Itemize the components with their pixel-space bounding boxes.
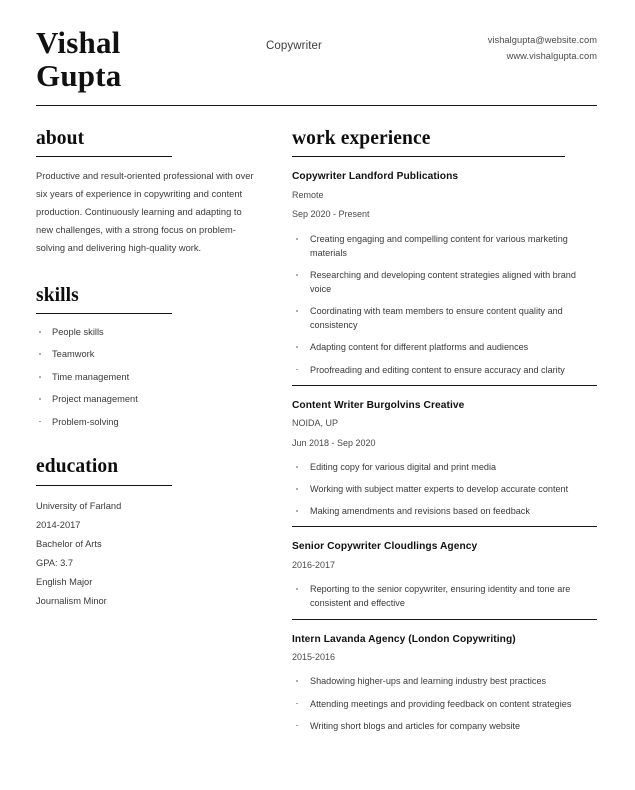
job-title: Content Writer Burgolvins Creative (292, 399, 465, 411)
job-dates: 2016-2017 (292, 559, 336, 570)
list-item: Project management (36, 392, 254, 406)
about-heading-underline (36, 156, 172, 157)
job-entry (292, 527, 597, 619)
list-item: Reporting to the senior copywriter, ensuring identity and tone are consistent and effective (292, 582, 597, 610)
list-item: Proofreading and editing content to ensure accuracy and clarity (292, 363, 597, 377)
job-location: NOIDA, UP (292, 417, 339, 428)
list-item: Attending meetings and providing feedback on content strategies (292, 697, 597, 711)
job-responsibilities (292, 232, 597, 377)
skills-section (36, 285, 254, 429)
job-role (266, 26, 417, 52)
education-heading-underline (36, 485, 172, 486)
skills-heading-underline (36, 313, 172, 314)
about-text: Productive and result-oriented professional with over six years of experience in copywriting and content production. Continuously learning and adapting to new challenges, with a strong focus on problem-solving and delivering high-quality work. (36, 171, 254, 253)
about-section (36, 128, 254, 258)
skills-heading: skills (36, 284, 79, 306)
job-entry (292, 157, 597, 385)
job-location: Remote (292, 189, 324, 200)
list-item: Making amendments and revisions based on feedback (292, 504, 597, 518)
name-last-line: Gupta (36, 58, 122, 94)
work-experience-section (292, 128, 597, 733)
job-title: Copywriter Landford Publications (292, 171, 459, 183)
education-line: University of Farland (36, 500, 122, 511)
education-heading: education (36, 456, 119, 478)
left-column (36, 128, 254, 611)
contact-website[interactable]: www.vishalgupta.com (506, 50, 597, 61)
resume-header (0, 0, 635, 93)
list-item: Time management (36, 370, 254, 384)
education-line: Bachelor of Arts (36, 538, 102, 549)
contact-email[interactable]: vishalgupta@website.com (487, 35, 597, 45)
list-item: Editing copy for various digital and print media (292, 460, 597, 474)
job-dates: Jun 2018 - Sep 2020 (292, 437, 376, 448)
list-item: Creating engaging and compelling content for various marketing materials (292, 232, 597, 260)
education-line: 2014-2017 (36, 519, 81, 530)
work-experience-heading: work experience (292, 127, 431, 149)
list-item: Writing short blogs and articles for company website (292, 719, 597, 733)
job-responsibilities (292, 460, 597, 518)
job-responsibilities (292, 582, 597, 610)
job-entry (292, 620, 597, 733)
education-line: GPA: 3.7 (36, 557, 74, 568)
list-item: Adapting content for different platforms and audiences (292, 340, 597, 354)
education-details (36, 497, 254, 611)
education-section (36, 456, 254, 611)
list-item: People skills (36, 325, 254, 339)
list-item: Problem-solving (36, 415, 254, 429)
list-item: Teamwork (36, 347, 254, 361)
contact-info (417, 26, 597, 65)
resume-body (0, 106, 635, 741)
education-line: Journalism Minor (36, 595, 107, 606)
job-entry (292, 386, 597, 528)
job-dates: Sep 2020 - Present (292, 209, 370, 220)
job-responsibilities (292, 674, 597, 732)
candidate-name (36, 26, 266, 93)
list-item: Shadowing higher-ups and learning industry best practices (292, 674, 597, 688)
skills-list (36, 325, 254, 429)
job-title: Senior Copywriter Cloudlings Agency (292, 541, 478, 553)
name-first-line: Vishal (36, 25, 121, 60)
job-title: Intern Lavanda Agency (London Copywriting) (292, 633, 516, 645)
about-heading: about (36, 127, 85, 149)
job-role-text: Copywriter (266, 40, 322, 52)
list-item: Researching and developing content strategies aligned with brand voice (292, 268, 597, 296)
list-item: Coordinating with team members to ensure content quality and consistency (292, 304, 597, 332)
job-dates: 2015-2016 (292, 651, 336, 662)
right-column (292, 128, 597, 741)
list-item: Working with subject matter experts to develop accurate content (292, 482, 597, 496)
education-line: English Major (36, 576, 93, 587)
